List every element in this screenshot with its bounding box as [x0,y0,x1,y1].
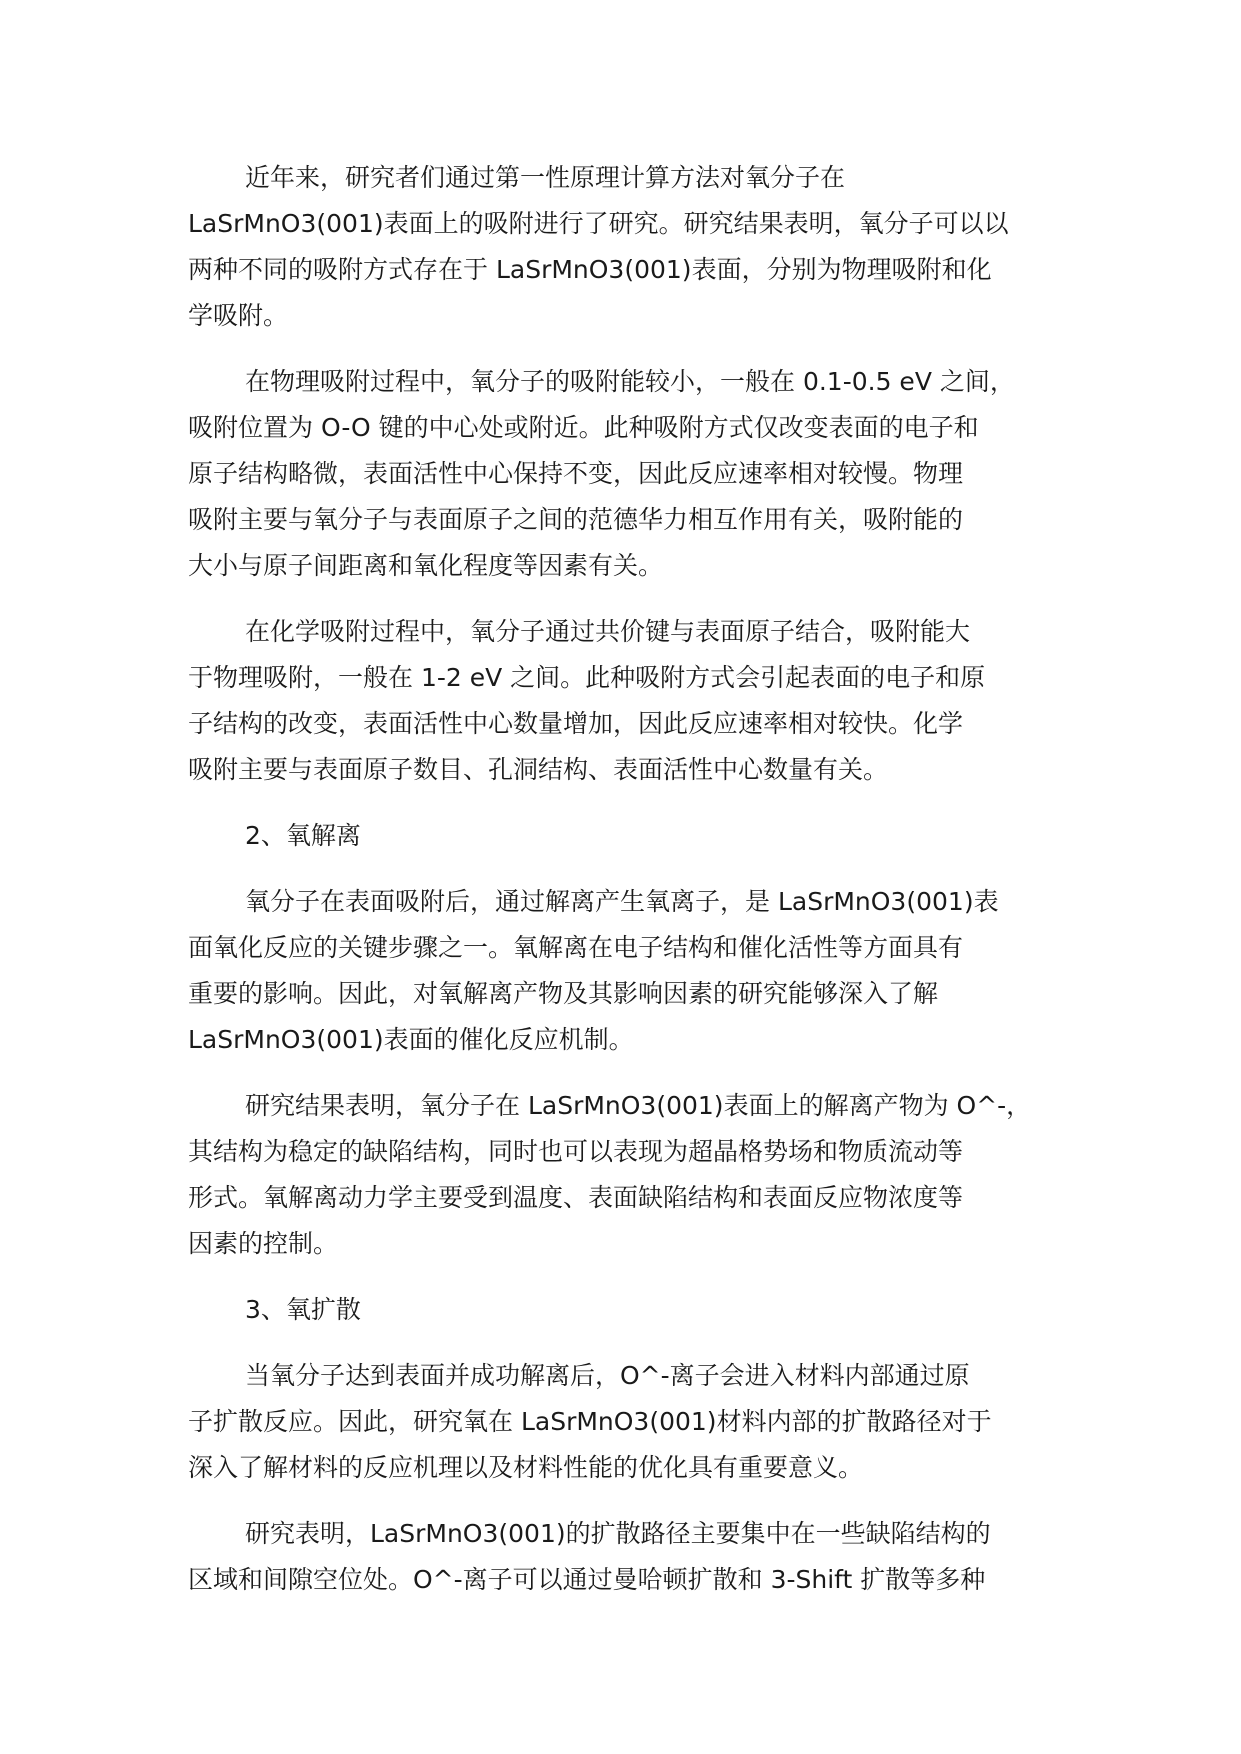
paragraph-line: 研究表明，LaSrMnO3(001)的扩散路径主要集中在一些缺陷结构的 [245,1519,991,1548]
body-paragraph [188,359,1068,589]
paragraph-line: 两种不同的吸附方式存在于 LaSrMnO3(001)表面，分别为物理吸附和化 [188,255,992,284]
paragraph-line: 近年来，研究者们通过第一性原理计算方法对氧分子在 [245,163,846,192]
document-body [188,155,1068,1623]
paragraph-line: LaSrMnO3(001)表面的催化反应机制。 [188,1025,634,1054]
paragraph-line: 吸附位置为 O-O 键的中心处或附近。此种吸附方式仅改变表面的电子和 [188,413,979,442]
paragraph-line: 其结构为稳定的缺陷结构，同时也可以表现为超晶格势场和物质流动等 [188,1137,964,1166]
paragraph-line: 面氧化反应的关键步骤之一。氧解离在电子结构和催化活性等方面具有 [188,933,964,962]
paragraph-line: 在化学吸附过程中，氧分子通过共价键与表面原子结合，吸附能大 [245,617,971,646]
paragraph-line: 原子结构略微，表面活性中心保持不变，因此反应速率相对较慢。物理 [188,459,964,488]
paragraph-line: 氧分子在表面吸附后，通过解离产生氧离子，是 LaSrMnO3(001)表 [245,887,999,916]
paragraph-line: 于物理吸附，一般在 1-2 eV 之间。此种吸附方式会引起表面的电子和原 [188,663,986,692]
paragraph-line: 形式。氧解离动力学主要受到温度、表面缺陷结构和表面反应物浓度等 [188,1183,964,1212]
body-paragraph [188,1353,1068,1491]
section-heading [188,1287,1068,1333]
paragraph-line: 重要的影响。因此，对氧解离产物及其影响因素的研究能够深入了解 [188,979,939,1008]
paragraph-line: LaSrMnO3(001)表面上的吸附进行了研究。研究结果表明，氧分子可以以 [188,209,1009,238]
body-paragraph [188,155,1068,339]
paragraph-line: 区域和间隙空位处。O^-离子可以通过曼哈顿扩散和 3-Shift 扩散等多种 [188,1565,986,1594]
section-heading [188,813,1068,859]
paragraph-line: 大小与原子间距离和氧化程度等因素有关。 [188,551,664,580]
body-paragraph [188,879,1068,1063]
paragraph-line: 在物理吸附过程中，氧分子的吸附能较小，一般在 0.1-0.5 eV 之间， [245,367,1015,396]
paragraph-line: 子扩散反应。因此，研究氧在 LaSrMnO3(001)材料内部的扩散路径对于 [188,1407,992,1436]
paragraph-line: 深入了解材料的反应机理以及材料性能的优化具有重要意义。 [188,1453,864,1482]
body-paragraph [188,1511,1068,1603]
paragraph-line: 吸附主要与表面原子数目、孔洞结构、表面活性中心数量有关。 [188,755,889,784]
heading-text: 3、氧扩散 [245,1295,361,1324]
paragraph-line: 研究结果表明，氧分子在 LaSrMnO3(001)表面上的解离产物为 O^-， [245,1091,1032,1120]
paragraph-line: 吸附主要与氧分子与表面原子之间的范德华力相互作用有关，吸附能的 [188,505,964,534]
paragraph-line: 当氧分子达到表面并成功解离后，O^-离子会进入材料内部通过原 [245,1361,970,1390]
body-paragraph [188,1083,1068,1267]
paragraph-line: 学吸附。 [188,301,289,330]
paragraph-line: 子结构的改变，表面活性中心数量增加，因此反应速率相对较快。化学 [188,709,964,738]
paragraph-line: 因素的控制。 [188,1229,339,1258]
body-paragraph [188,609,1068,793]
heading-text: 2、氧解离 [245,821,361,850]
